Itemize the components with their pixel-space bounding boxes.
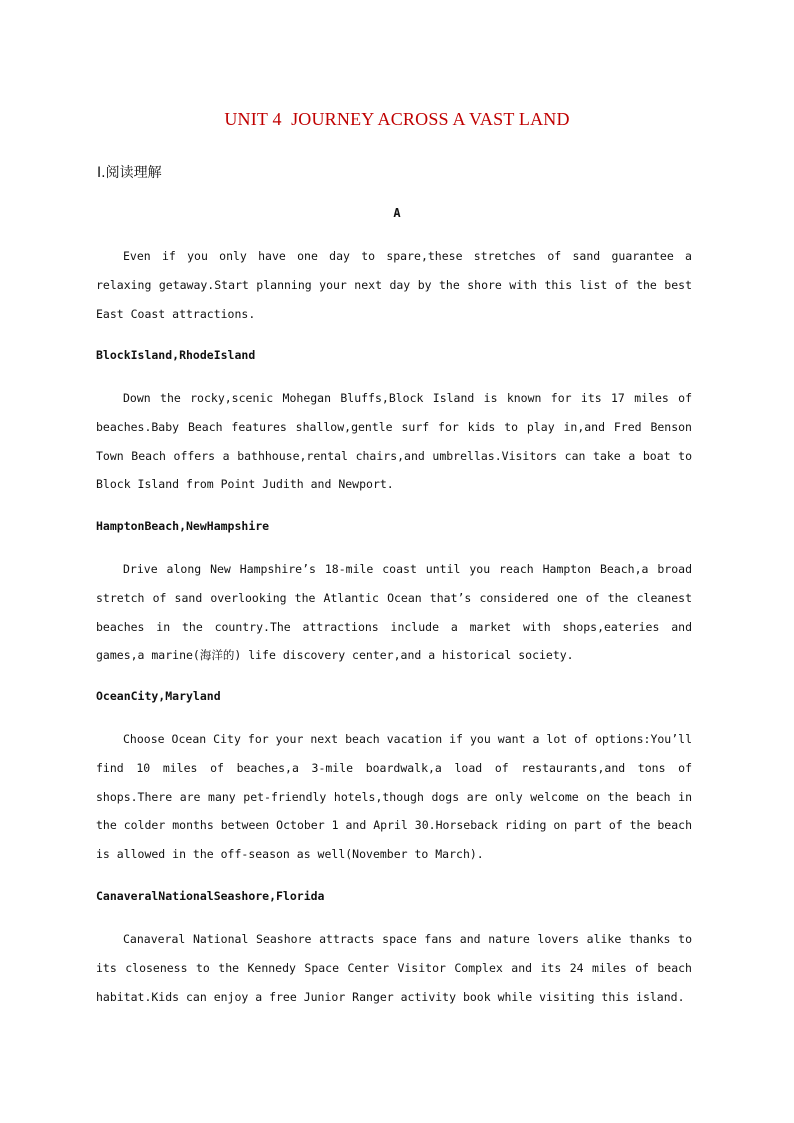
section-heading-canaveral: CanaveralNationalSeashore,Florida [96, 889, 325, 903]
section-text-canaveral: Canaveral National Seashore attracts space fans and nature lovers alike thanks to its closeness to the Kennedy Space Center Visitor Complex and its 24 miles of beach habitat.Kids can enjoy a free Junior Ranger activity book while visiting this island. [96, 932, 692, 1004]
section-text-ocean-city: Choose Ocean City for your next beach vacation if you want a lot of options:You’ll find 10 miles of beaches,a 3-mile boardwalk,a load of restaurants,and tons of shops.There are many pet-friendly hotels,though dogs are only welcome on the beach in the colder months between October 1 and April 30.Horseback riding on part of the beach is allowed in the off-season as well(November to March). [96, 732, 692, 862]
part-letter: A [393, 206, 401, 220]
section-text-block-island: Down the rocky,scenic Mohegan Bluffs,Block Island is known for its 17 miles of beaches.Baby Beach features shallow,gentle surf for kids to play in,and Fred Benson Town Beach offers a bathhouse,rental chairs,and umbrellas.Visitors can take a boat to Block Island from Point Judith and Newport. [96, 391, 692, 492]
section-label: Ⅰ.阅读理解 [97, 165, 162, 181]
page-title: UNIT 4 JOURNEY ACROSS A VAST LAND [224, 109, 570, 129]
section-heading-ocean-city: OceanCity,Maryland [96, 689, 221, 703]
section-heading-block-island: BlockIsland,RhodeIsland [96, 348, 256, 362]
intro-paragraph: Even if you only have one day to spare,these stretches of sand guarantee a relaxing getaway.Start planning your next day by the shore with this list of the best East Coast attractions. [96, 249, 692, 321]
section-heading-hampton-beach: HamptonBeach,NewHampshire [96, 519, 270, 533]
section-text-hampton-beach: Drive along New Hampshire’s 18-mile coast until you reach Hampton Beach,a broad stretch of sand overlooking the Atlantic Ocean that’s considered one of the cleanest beaches in the country.The attractions include a market with shops,eateries and games,a marine(海洋的) life discovery center,and a historical society. [96, 562, 692, 663]
